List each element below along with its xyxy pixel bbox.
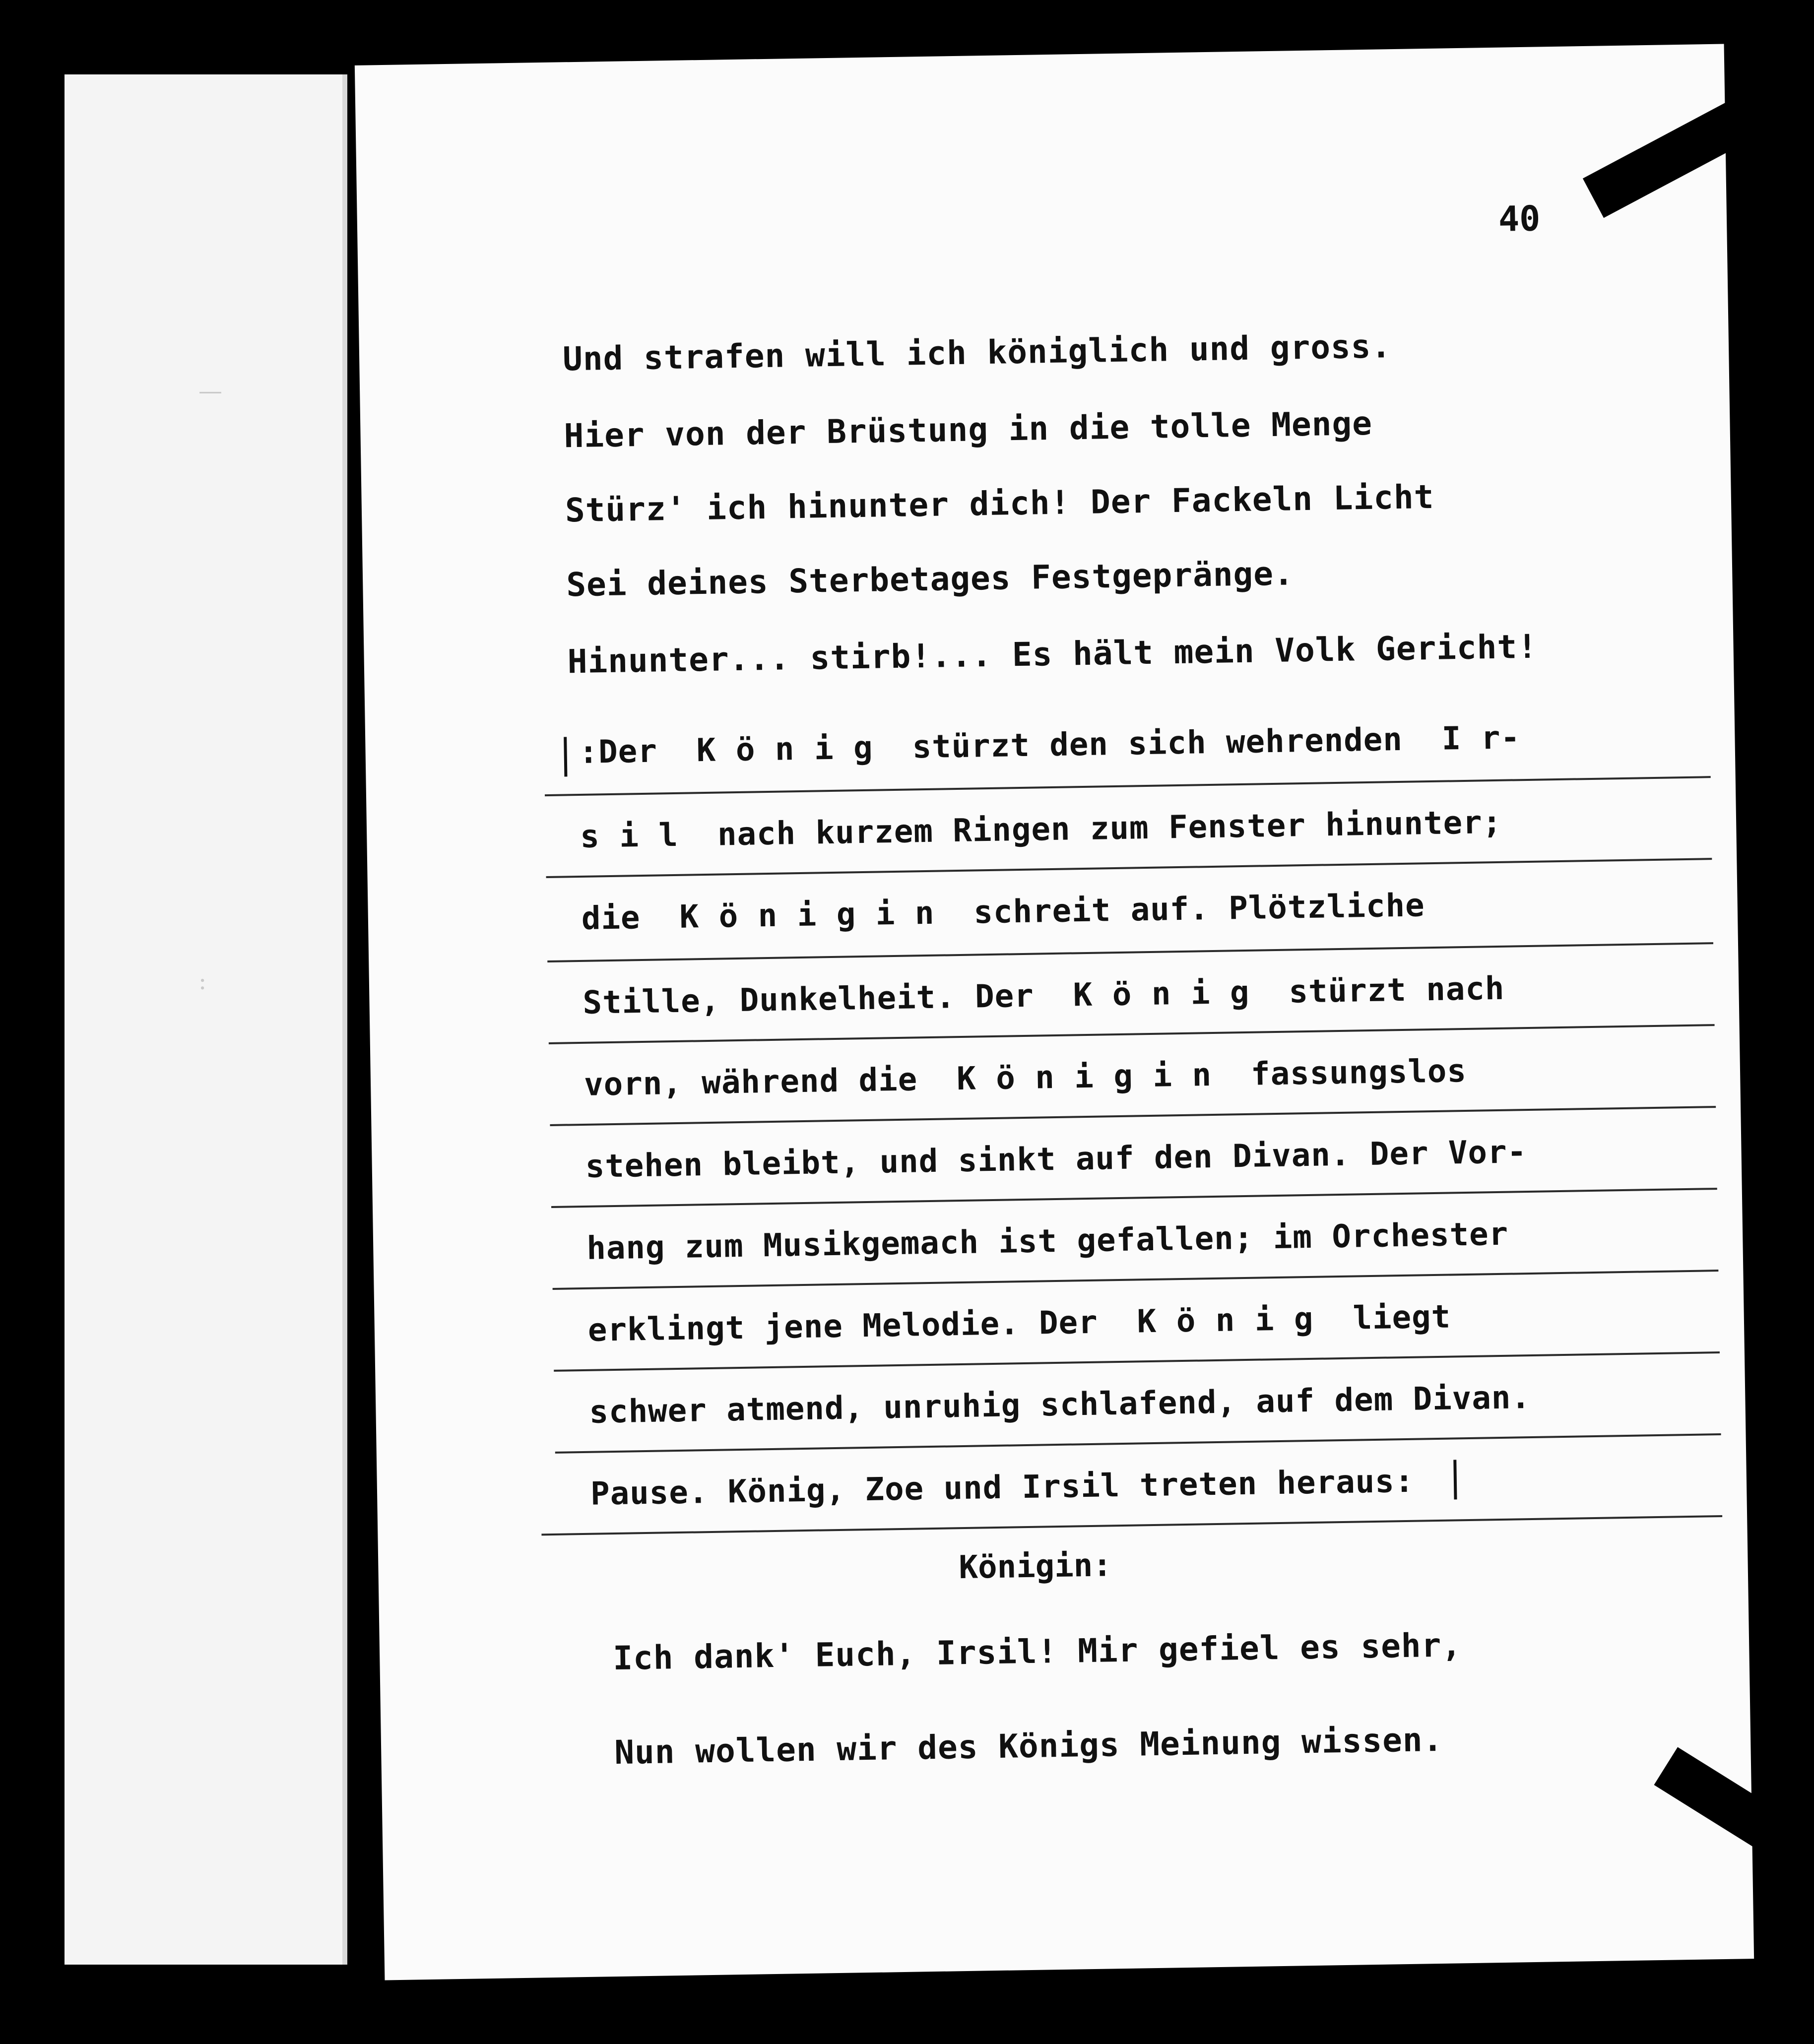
stage-direction-open-mark bbox=[564, 737, 567, 776]
stage-direction-line: schwer atmend, unruhig schlafend, auf dem Divan. bbox=[588, 1379, 1531, 1431]
verse-line: Stürz' ich hinunter dich! Der Fackeln Licht bbox=[565, 477, 1435, 530]
stage-direction-line: erklingt jene Melodie. Der K ö n i g liegt bbox=[587, 1298, 1451, 1349]
verse-line: Hier von der Brüstung in die tolle Menge bbox=[564, 404, 1373, 455]
bleed-through-fragment: — bbox=[198, 377, 222, 405]
stage-direction-line: die K ö n i g i n schreit auf. Plötzliche bbox=[581, 887, 1425, 937]
manuscript-page bbox=[355, 44, 1754, 1980]
stage-direction-line: hang zum Musikgemach ist gefallen; im Orchester bbox=[586, 1215, 1509, 1267]
underline-rule bbox=[541, 1515, 1722, 1535]
stage-direction-line: stehen bleibt, und sinkt auf den Divan. Der Vor- bbox=[585, 1134, 1527, 1185]
underline-rule bbox=[553, 1270, 1719, 1290]
facing-page-edge bbox=[65, 74, 347, 1965]
stage-direction-line: Stille, Dunkelheit. Der K ö n i g stürzt nach bbox=[583, 970, 1505, 1022]
underline-rule bbox=[550, 1106, 1716, 1126]
underline-rule bbox=[551, 1188, 1717, 1208]
verse-line: Hinunter... stirb!... Es hält mein Volk Gericht! bbox=[567, 627, 1538, 681]
stage-direction-close-mark bbox=[1453, 1460, 1457, 1499]
underline-rule bbox=[555, 1433, 1721, 1454]
bleed-through-fragment: : bbox=[198, 967, 207, 995]
stage-direction-line: vorn, während die K ö n i g i n fassungslos bbox=[583, 1052, 1467, 1103]
underline-rule bbox=[545, 776, 1711, 796]
page-number: 40 bbox=[1498, 198, 1541, 240]
speaker-name: Königin: bbox=[958, 1547, 1112, 1587]
verse-line: Sei deines Sterbetages Festgepränge. bbox=[566, 554, 1295, 604]
verse-line: Und strafen will ich königlich und gross. bbox=[562, 327, 1392, 379]
underline-rule bbox=[549, 1024, 1715, 1044]
underline-rule bbox=[546, 858, 1712, 878]
speech-line: Ich dank' Euch, Irsil! Mir gefiel es sehr, bbox=[612, 1626, 1462, 1678]
underline-rule bbox=[554, 1351, 1720, 1372]
stage-direction-line: s i l nach kurzem Ringen zum Fenster hinunter; bbox=[580, 804, 1502, 855]
stage-direction-line: Pause. König, Zoe und Irsil treten heraus: bbox=[590, 1463, 1415, 1513]
stage-direction-line: :Der K ö n i g stürzt den sich wehrenden I r- bbox=[579, 719, 1521, 771]
speech-line: Nun wollen wir des Königs Meinung wissen. bbox=[614, 1720, 1443, 1772]
underline-rule bbox=[547, 942, 1713, 962]
